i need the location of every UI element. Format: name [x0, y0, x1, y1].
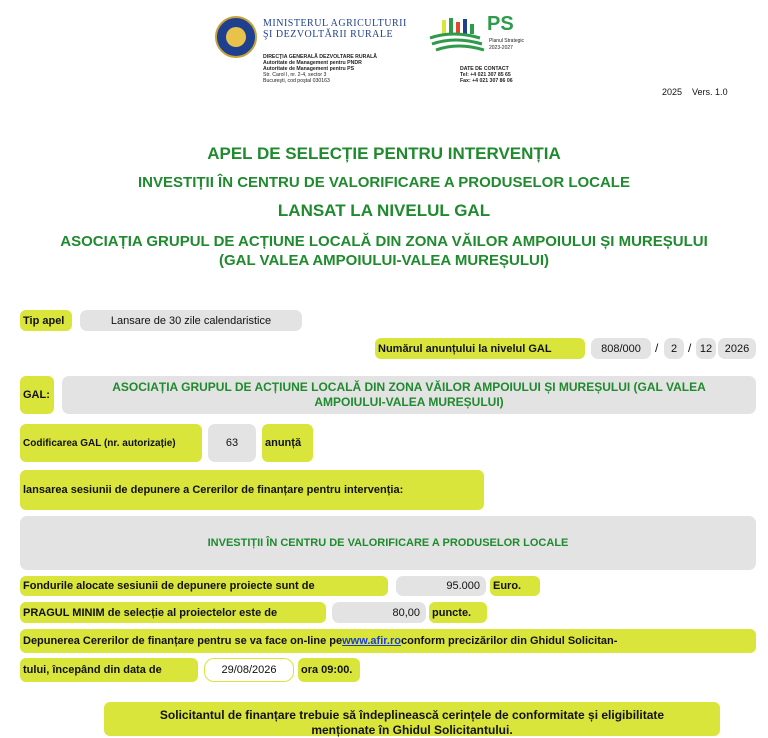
contact-fax: Fax: +4 021 307 86 06: [460, 78, 513, 84]
tip-apel-field[interactable]: Lansare de 30 zile calendaristice: [80, 310, 302, 331]
nr-anunt-field-1[interactable]: 808/000: [591, 338, 651, 359]
afir-link[interactable]: www.afir.ro: [342, 635, 401, 647]
nr-anunt-field-2[interactable]: 2: [664, 338, 684, 359]
gal-name-line-1: ASOCIAȚIA GRUPUL DE ACȚIUNE LOCALĂ DIN ZONA VĂILOR AMPOIULUI ȘI MUREȘULUI: [60, 233, 708, 250]
government-seal-logo: [215, 16, 257, 58]
call-title: APEL DE SELECȚIE PENTRU INTERVENȚIA: [207, 144, 561, 163]
ora-label: ora 09:00.: [298, 658, 360, 682]
nr-anunt-separator: /: [688, 341, 692, 355]
nr-anunt-separator: /: [655, 341, 659, 355]
start-date-field[interactable]: 29/08/2026: [204, 658, 294, 682]
prag-field[interactable]: 80,00: [332, 602, 426, 623]
depunere-text-end: conform precizărilor din Ghidul Solicitan-: [401, 635, 618, 647]
puncte-label: puncte.: [429, 602, 487, 623]
dgdr-line: DIRECŢIA GENERALĂ DEZVOLTARE RURALĂ: [263, 54, 378, 60]
codificare-label: Codificarea GAL (nr. autorizație): [20, 424, 202, 462]
tip-apel-label: Tip apel: [20, 310, 72, 331]
contact-heading: DATE DE CONTACT: [460, 66, 509, 72]
lansarea-label: lansarea sesiunii de depunere a Cererilor de finanțare pentru intervenția:: [20, 470, 484, 510]
notice-line-1: Solicitantul de finanțare trebuie să îndeplinească cerințele de conformitate și eligibilitate: [159, 708, 665, 722]
ministry-line-1: MINISTERUL AGRICULTURII: [263, 18, 407, 29]
codificare-field[interactable]: 63: [208, 424, 256, 462]
ps-logo-years: 2023-2027: [489, 45, 513, 51]
fonduri-field[interactable]: 95.000: [396, 576, 486, 596]
dgdr-line: Bucureşti, cod poştal 030163: [263, 78, 330, 84]
intervention-title: INVESTIȚII ÎN CENTRU DE VALORIFICARE A PRODUSELOR LOCALE: [138, 174, 630, 191]
nr-anunt-field-3[interactable]: 12: [696, 338, 716, 359]
fonduri-label: Fondurile alocate sesiunii de depunere proiecte sunt de: [20, 576, 388, 596]
notice-line-2: menționate în Ghidul Solicitantului.: [311, 723, 513, 737]
nr-anunt-label: Numărul anunțului la nivelul GAL: [375, 338, 585, 359]
gal-label: GAL:: [20, 376, 54, 414]
depunere-text: Depunerea Cererilor de finanțare pentru se va face on-line pe: [23, 635, 343, 647]
interventie-field[interactable]: INVESTIȚII ÎN CENTRU DE VALORIFICARE A PRODUSELOR LOCALE: [20, 516, 756, 570]
ministry-line-2: ŞI DEZVOLTĂRII RURALE: [263, 29, 394, 40]
dgdr-address: [263, 54, 377, 84]
euro-label: Euro.: [490, 576, 540, 596]
dgdr-line: Str. Carol I, nr. 2-4, sector 3: [263, 72, 327, 78]
year-label: 2025: [662, 87, 683, 97]
nr-anunt-field-4[interactable]: 2026: [718, 338, 756, 359]
launch-level-title: LANSAT LA NIVELUL GAL: [277, 201, 491, 220]
start-date-label: tului, începând din data de: [20, 658, 198, 682]
gal-name-field-line-2: AMPOIULUI-VALEA MUREȘULUI): [314, 395, 504, 409]
dgdr-line: Autoritate de Management pentru PS: [263, 66, 355, 72]
contact-phone: Tel: +4 021 307 85 65: [460, 72, 511, 78]
gal-name-field[interactable]: [62, 376, 756, 414]
anunta-label: anunță: [262, 424, 313, 462]
contact-info: [460, 66, 513, 84]
conformity-notice: [104, 702, 720, 736]
version-info: [662, 87, 728, 97]
depunere-label: [20, 629, 756, 653]
gal-name-title: [0, 232, 768, 270]
prag-label: PRAGUL MINIM de selecție al proiectelor este de: [20, 602, 326, 623]
gal-name-line-2: (GAL VALEA AMPOIULUI-VALEA MUREȘULUI): [219, 252, 549, 269]
ps-logo-subtitle: Planul Strategic: [489, 38, 525, 44]
ministry-name: [263, 18, 407, 40]
gal-name-field-line-1: ASOCIAȚIA GRUPUL DE ACȚIUNE LOCALĂ DIN ZONA VĂILOR AMPOIULUI ȘI MUREȘULUI (GAL VALEA: [112, 380, 706, 394]
version-label: Vers. 1.0: [692, 87, 728, 97]
ps-logo-text: PS: [487, 13, 514, 35]
dgdr-line: Autoritate de Management pentru PNDR: [263, 60, 362, 66]
